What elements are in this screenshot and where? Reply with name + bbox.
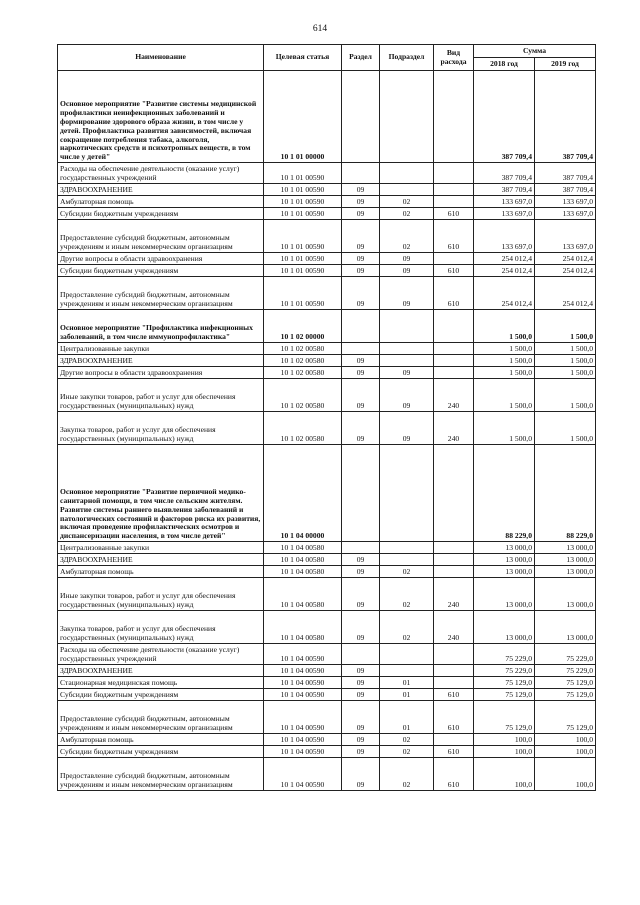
row-target: 10 1 01 00590: [264, 163, 342, 184]
row-sum-2018: 1 500,0: [474, 343, 535, 355]
row-section: 09: [342, 196, 380, 208]
row-expense-type: [434, 665, 474, 677]
row-sum-2018: 387 709,4: [474, 71, 535, 163]
row-expense-type: [434, 355, 474, 367]
row-expense-type: [434, 71, 474, 163]
row-target: 10 1 04 00590: [264, 677, 342, 689]
row-target: 10 1 04 00000: [264, 445, 342, 542]
table-row: [58, 277, 596, 310]
row-subsection: [380, 343, 434, 355]
row-subsection: [380, 71, 434, 163]
row-name: Иные закупки товаров, работ и услуг для обеспечения государственных (муниципальных) нужд: [58, 379, 264, 412]
row-expense-type: [434, 566, 474, 578]
row-section: 09: [342, 758, 380, 791]
row-subsection: 02: [380, 734, 434, 746]
table-row: [58, 220, 596, 253]
table-row: [58, 208, 596, 220]
row-section: 09: [342, 277, 380, 310]
row-section: 09: [342, 412, 380, 445]
row-expense-type: 610: [434, 208, 474, 220]
row-subsection: [380, 665, 434, 677]
row-target: 10 1 04 00590: [264, 758, 342, 791]
row-section: [342, 163, 380, 184]
row-name: Субсидии бюджетным учреждениям: [58, 265, 264, 277]
table-row: [58, 71, 596, 163]
row-name: Амбулаторная помощь: [58, 196, 264, 208]
row-sum-2019: 1 500,0: [535, 379, 596, 412]
row-name: Амбулаторная помощь: [58, 734, 264, 746]
row-target: 10 1 02 00580: [264, 343, 342, 355]
header-subsection: Подраздел: [380, 45, 434, 71]
row-sum-2018: 75 229,0: [474, 644, 535, 665]
row-name: ЗДРАВООХРАНЕНИЕ: [58, 355, 264, 367]
row-section: 09: [342, 665, 380, 677]
table-row: [58, 343, 596, 355]
row-expense-type: [434, 542, 474, 554]
row-expense-type: 240: [434, 611, 474, 644]
row-sum-2019: 1 500,0: [535, 343, 596, 355]
row-name: Предоставление субсидий бюджетным, автономным учреждениям и иным некоммерческим организациям: [58, 277, 264, 310]
table-row: [58, 578, 596, 611]
table-row: [58, 758, 596, 791]
row-section: [342, 310, 380, 343]
row-section: 09: [342, 578, 380, 611]
row-subsection: 09: [380, 265, 434, 277]
table-row: [58, 412, 596, 445]
row-section: 09: [342, 208, 380, 220]
row-subsection: [380, 644, 434, 665]
row-section: 09: [342, 220, 380, 253]
table-row: [58, 163, 596, 184]
row-name: ЗДРАВООХРАНЕНИЕ: [58, 554, 264, 566]
header-sum: Сумма: [474, 45, 596, 58]
row-subsection: [380, 445, 434, 542]
row-section: 09: [342, 611, 380, 644]
row-sum-2019: 13 000,0: [535, 566, 596, 578]
row-section: 09: [342, 746, 380, 758]
table-row: [58, 355, 596, 367]
row-subsection: [380, 542, 434, 554]
row-target: 10 1 04 00590: [264, 734, 342, 746]
row-subsection: 09: [380, 253, 434, 265]
table-row: [58, 689, 596, 701]
table-row: [58, 445, 596, 542]
row-name: Централизованные закупки: [58, 343, 264, 355]
row-expense-type: 610: [434, 277, 474, 310]
table-row: [58, 253, 596, 265]
row-section: 09: [342, 689, 380, 701]
row-name: Субсидии бюджетным учреждениям: [58, 208, 264, 220]
row-sum-2019: 1 500,0: [535, 412, 596, 445]
row-name: Другие вопросы в области здравоохранения: [58, 253, 264, 265]
row-sum-2019: 88 229,0: [535, 445, 596, 542]
row-expense-type: 610: [434, 746, 474, 758]
row-sum-2018: 75 229,0: [474, 665, 535, 677]
row-expense-type: 610: [434, 758, 474, 791]
header-name: Наименование: [58, 45, 264, 71]
row-sum-2019: 133 697,0: [535, 196, 596, 208]
table-row: [58, 554, 596, 566]
row-subsection: [380, 310, 434, 343]
row-sum-2018: 1 500,0: [474, 412, 535, 445]
row-subsection: 02: [380, 208, 434, 220]
row-name: Централизованные закупки: [58, 542, 264, 554]
row-sum-2018: 75 129,0: [474, 677, 535, 689]
row-expense-type: [434, 734, 474, 746]
row-sum-2019: 13 000,0: [535, 554, 596, 566]
row-sum-2019: 254 012,4: [535, 277, 596, 310]
row-subsection: 09: [380, 412, 434, 445]
row-target: 10 1 01 00590: [264, 208, 342, 220]
row-expense-type: [434, 163, 474, 184]
row-target: 10 1 02 00580: [264, 412, 342, 445]
table-row: [58, 367, 596, 379]
row-sum-2018: 254 012,4: [474, 277, 535, 310]
row-sum-2019: 133 697,0: [535, 220, 596, 253]
row-name: ЗДРАВООХРАНЕНИЕ: [58, 184, 264, 196]
row-expense-type: [434, 677, 474, 689]
row-subsection: 01: [380, 677, 434, 689]
table-header: [58, 45, 596, 71]
row-expense-type: [434, 554, 474, 566]
row-target: 10 1 01 00000: [264, 71, 342, 163]
row-sum-2018: 88 229,0: [474, 445, 535, 542]
row-name: Субсидии бюджетным учреждениям: [58, 746, 264, 758]
row-sum-2019: 1 500,0: [535, 367, 596, 379]
row-target: 10 1 02 00580: [264, 379, 342, 412]
row-sum-2019: 100,0: [535, 758, 596, 791]
row-expense-type: [434, 343, 474, 355]
row-sum-2018: 254 012,4: [474, 265, 535, 277]
row-expense-type: 610: [434, 689, 474, 701]
table-row: [58, 677, 596, 689]
row-expense-type: 240: [434, 412, 474, 445]
row-sum-2018: 13 000,0: [474, 566, 535, 578]
row-sum-2018: 133 697,0: [474, 220, 535, 253]
row-sum-2019: 254 012,4: [535, 253, 596, 265]
row-sum-2018: 1 500,0: [474, 310, 535, 343]
row-sum-2018: 100,0: [474, 734, 535, 746]
header-target: Целевая статья: [264, 45, 342, 71]
row-sum-2018: 1 500,0: [474, 367, 535, 379]
row-section: 09: [342, 379, 380, 412]
row-name: Другие вопросы в области здравоохранения: [58, 367, 264, 379]
table-row: [58, 746, 596, 758]
row-target: 10 1 04 00590: [264, 746, 342, 758]
row-sum-2018: 387 709,4: [474, 163, 535, 184]
row-subsection: 01: [380, 689, 434, 701]
row-sum-2019: 387 709,4: [535, 163, 596, 184]
row-sum-2018: 13 000,0: [474, 542, 535, 554]
row-name: Предоставление субсидий бюджетным, автономным учреждениям и иным некоммерческим организациям: [58, 701, 264, 734]
row-sum-2018: 387 709,4: [474, 184, 535, 196]
row-expense-type: [434, 445, 474, 542]
row-section: 09: [342, 701, 380, 734]
row-section: [342, 343, 380, 355]
table-row: [58, 644, 596, 665]
row-sum-2018: 100,0: [474, 758, 535, 791]
row-target: 10 1 04 00580: [264, 611, 342, 644]
row-sum-2019: 75 229,0: [535, 665, 596, 677]
row-section: [342, 644, 380, 665]
row-name: Основное мероприятие "Развитие первичной медико-санитарной помощи, в том числе сельским жителям. Развитие системы раннего выявления заболеваний и патологических состояний и факторов риска их развития, включая проведение профилактических осмотров и диспансеризации населения, в том числе детей": [58, 445, 264, 542]
row-sum-2019: 1 500,0: [535, 355, 596, 367]
row-sum-2019: 387 709,4: [535, 71, 596, 163]
row-subsection: 09: [380, 277, 434, 310]
row-target: 10 1 01 00590: [264, 184, 342, 196]
row-subsection: 02: [380, 758, 434, 791]
row-expense-type: 610: [434, 701, 474, 734]
row-sum-2018: 75 129,0: [474, 689, 535, 701]
row-expense-type: [434, 644, 474, 665]
row-target: 10 1 02 00580: [264, 355, 342, 367]
table-row: [58, 310, 596, 343]
row-sum-2018: 133 697,0: [474, 196, 535, 208]
row-subsection: 01: [380, 701, 434, 734]
row-target: 10 1 04 00590: [264, 701, 342, 734]
row-target: 10 1 01 00590: [264, 265, 342, 277]
row-sum-2019: 100,0: [535, 734, 596, 746]
row-section: [342, 71, 380, 163]
row-section: [342, 445, 380, 542]
row-name: ЗДРАВООХРАНЕНИЕ: [58, 665, 264, 677]
row-sum-2019: 1 500,0: [535, 310, 596, 343]
row-sum-2019: 13 000,0: [535, 542, 596, 554]
table-row: [58, 611, 596, 644]
row-section: 09: [342, 184, 380, 196]
row-sum-2019: 13 000,0: [535, 611, 596, 644]
table-row: [58, 184, 596, 196]
row-target: 10 1 01 00590: [264, 277, 342, 310]
row-target: 10 1 04 00580: [264, 542, 342, 554]
row-sum-2019: 75 129,0: [535, 701, 596, 734]
row-sum-2019: 100,0: [535, 746, 596, 758]
row-sum-2019: 254 012,4: [535, 265, 596, 277]
row-name: Основное мероприятие "Развитие системы медицинской профилактики неинфекционных заболеваний и формирование здорового образа жизни, в том числе у детей. Профилактика развития зависимостей, включая сокращение потребления табака, алкоголя, наркотических средств и психотропных веществ, в том числе у детей": [58, 71, 264, 163]
row-name: Предоставление субсидий бюджетным, автономным учреждениям и иным некоммерческим организациям: [58, 758, 264, 791]
row-target: 10 1 01 00590: [264, 253, 342, 265]
row-target: 10 1 04 00590: [264, 689, 342, 701]
row-expense-type: [434, 310, 474, 343]
row-target: 10 1 02 00000: [264, 310, 342, 343]
row-sum-2018: 13 000,0: [474, 578, 535, 611]
row-subsection: [380, 184, 434, 196]
row-name: Амбулаторная помощь: [58, 566, 264, 578]
row-name: Расходы на обеспечение деятельности (оказание услуг) государственных учреждений: [58, 644, 264, 665]
row-name: Субсидии бюджетным учреждениям: [58, 689, 264, 701]
row-subsection: [380, 355, 434, 367]
header-year-2019: 2019 год: [535, 58, 596, 71]
row-subsection: [380, 163, 434, 184]
table-row: [58, 665, 596, 677]
page-number: 614: [312, 24, 328, 34]
row-sum-2018: 254 012,4: [474, 253, 535, 265]
row-expense-type: 240: [434, 379, 474, 412]
row-section: 09: [342, 367, 380, 379]
row-expense-type: [434, 184, 474, 196]
table-row: [58, 734, 596, 746]
row-subsection: 02: [380, 746, 434, 758]
row-sum-2018: 13 000,0: [474, 554, 535, 566]
row-subsection: 02: [380, 578, 434, 611]
row-expense-type: [434, 367, 474, 379]
row-sum-2018: 133 697,0: [474, 208, 535, 220]
row-subsection: 02: [380, 566, 434, 578]
row-name: Основное мероприятие "Профилактика инфекционных заболеваний, в том числе иммунопрофилактика": [58, 310, 264, 343]
row-expense-type: 610: [434, 265, 474, 277]
row-name: Стационарная медицинская помощь: [58, 677, 264, 689]
row-name: Расходы на обеспечение деятельности (оказание услуг) государственных учреждений: [58, 163, 264, 184]
row-sum-2018: 1 500,0: [474, 355, 535, 367]
row-name: Иные закупки товаров, работ и услуг для обеспечения государственных (муниципальных) нужд: [58, 578, 264, 611]
budget-table: [57, 44, 596, 791]
row-target: 10 1 04 00580: [264, 554, 342, 566]
row-target: 10 1 04 00590: [264, 665, 342, 677]
table-row: [58, 542, 596, 554]
row-sum-2019: 75 229,0: [535, 644, 596, 665]
row-expense-type: 610: [434, 220, 474, 253]
row-sum-2019: 133 697,0: [535, 208, 596, 220]
row-expense-type: 240: [434, 578, 474, 611]
header-expense-type: Вид расхода: [434, 45, 474, 71]
row-sum-2019: 75 129,0: [535, 677, 596, 689]
row-sum-2019: 387 709,4: [535, 184, 596, 196]
row-subsection: [380, 554, 434, 566]
row-section: 09: [342, 734, 380, 746]
row-target: 10 1 01 00590: [264, 220, 342, 253]
row-name: Закупка товаров, работ и услуг для обеспечения государственных (муниципальных) нужд: [58, 611, 264, 644]
row-sum-2019: 75 129,0: [535, 689, 596, 701]
table-row: [58, 701, 596, 734]
row-sum-2018: 100,0: [474, 746, 535, 758]
row-subsection: 02: [380, 220, 434, 253]
row-section: [342, 542, 380, 554]
row-target: 10 1 04 00590: [264, 644, 342, 665]
row-sum-2018: 1 500,0: [474, 379, 535, 412]
row-section: 09: [342, 554, 380, 566]
row-expense-type: [434, 196, 474, 208]
row-section: 09: [342, 253, 380, 265]
row-section: 09: [342, 566, 380, 578]
row-target: 10 1 02 00580: [264, 367, 342, 379]
header-year-2018: 2018 год: [474, 58, 535, 71]
row-sum-2019: 13 000,0: [535, 578, 596, 611]
table-row: [58, 566, 596, 578]
row-target: 10 1 04 00580: [264, 578, 342, 611]
row-target: 10 1 04 00580: [264, 566, 342, 578]
table-row: [58, 196, 596, 208]
row-section: 09: [342, 265, 380, 277]
row-subsection: 09: [380, 379, 434, 412]
table-body: [58, 71, 596, 791]
row-section: 09: [342, 355, 380, 367]
row-sum-2018: 75 129,0: [474, 701, 535, 734]
row-name: Предоставление субсидий бюджетным, автономным учреждениям и иным некоммерческим организациям: [58, 220, 264, 253]
table-row: [58, 265, 596, 277]
row-subsection: 02: [380, 196, 434, 208]
row-subsection: 02: [380, 611, 434, 644]
row-target: 10 1 01 00590: [264, 196, 342, 208]
table-row: [58, 379, 596, 412]
row-section: 09: [342, 677, 380, 689]
row-subsection: 09: [380, 367, 434, 379]
header-section: Раздел: [342, 45, 380, 71]
row-sum-2018: 13 000,0: [474, 611, 535, 644]
row-expense-type: [434, 253, 474, 265]
row-name: Закупка товаров, работ и услуг для обеспечения государственных (муниципальных) нужд: [58, 412, 264, 445]
